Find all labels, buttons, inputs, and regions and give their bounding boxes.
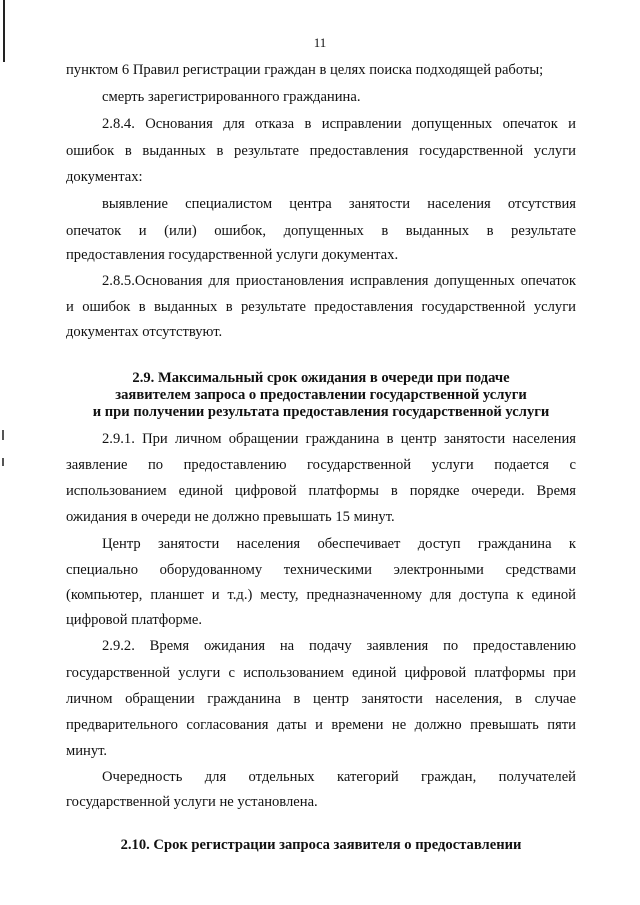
- text-line: смерть зарегистрированного гражданина.: [102, 89, 361, 105]
- text-line: (компьютер, планшет и т.д.) месту, предназначенному для доступа к единой: [66, 587, 576, 603]
- text-line: использованием единой цифровой платформы в порядке очереди. Время: [66, 483, 576, 499]
- text-line: опечаток и (или) ошибок, допущенных в выданных в результате: [66, 223, 576, 239]
- page-number: 11: [313, 35, 327, 50]
- text-line: государственной услуги не установлена.: [66, 794, 318, 810]
- text-line: предварительного согласования даты и времени не должно превышать пяти: [66, 717, 576, 733]
- page-left-border: [3, 0, 5, 62]
- text-line: цифровой платформе.: [66, 612, 202, 628]
- section-heading-2-10: 2.10. Срок регистрации запроса заявителя о предоставлении: [120, 837, 522, 853]
- text-line: специально оборудованному техническими электронными средствами: [66, 562, 576, 578]
- text-line: 2.9.1. При личном обращении гражданина в центр занятости населения: [102, 431, 576, 447]
- text-line: 2.9.2. Время ожидания на подачу заявления по предоставлению: [102, 638, 576, 654]
- section-heading-2-9: 2.9. Максимальный срок ожидания в очереди при подаче: [132, 370, 510, 386]
- section-heading-2-9: и при получении результата предоставления государственной услуги: [92, 404, 550, 420]
- text-line: 2.8.5.Основания для приостановления исправления допущенных опечаток: [102, 273, 576, 289]
- text-line: и ошибок в выданных в результате предоставления государственной услуги: [66, 299, 576, 315]
- section-heading-2-9: заявителем запроса о предоставлении государственной услуги: [115, 387, 527, 403]
- text-line: минут.: [66, 743, 108, 759]
- text-line: документах отсутствуют.: [66, 324, 223, 340]
- text-line: 2.8.4. Основания для отказа в исправлении допущенных опечаток и: [102, 116, 576, 132]
- text-line: документах:: [66, 169, 143, 185]
- text-line: выявление специалистом центра занятости населения отсутствия: [102, 196, 576, 212]
- text-line: личном обращении гражданина в центр занятости населения, в случае: [66, 691, 576, 707]
- scan-mark: [2, 458, 4, 466]
- text-line: государственной услуги с использованием единой цифровой платформы при: [66, 665, 576, 681]
- text-line: Центр занятости населения обеспечивает доступ гражданина к: [102, 536, 576, 552]
- text-line: заявление по предоставлению государственной услуги подается с: [66, 457, 576, 473]
- text-line: ожидания в очереди не должно превышать 15 минут.: [66, 509, 395, 525]
- text-line: предоставления государственной услуги документах.: [66, 247, 399, 263]
- text-line: пунктом 6 Правил регистрации граждан в целях поиска подходящей работы;: [66, 62, 544, 78]
- scan-mark: [2, 430, 4, 440]
- text-line: Очередность для отдельных категорий граждан, получателей: [102, 769, 576, 785]
- text-line: ошибок в выданных в результате предоставления государственной услуги: [66, 143, 576, 159]
